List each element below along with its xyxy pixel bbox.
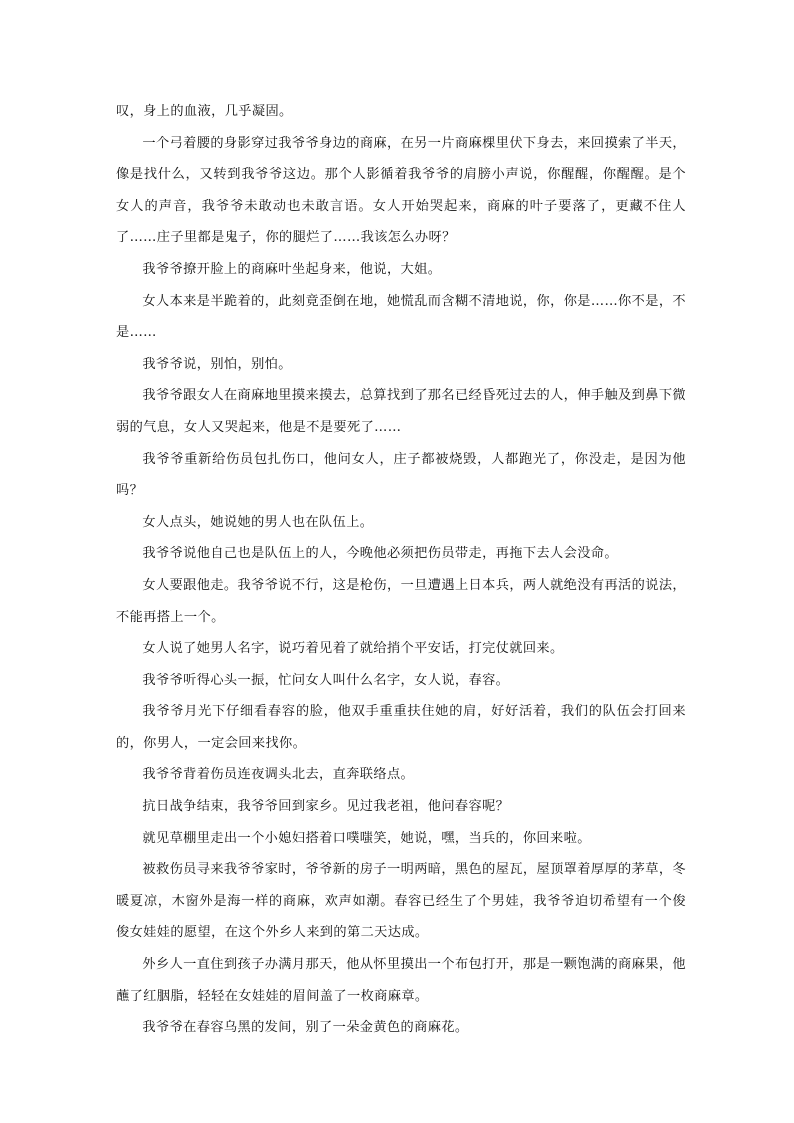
paragraph-3: 我爷爷撩开脸上的商麻叶坐起身来，他说，大姐。 <box>142 261 442 277</box>
paragraph-10: 女人要跟他走。我爷爷说不行，这是枪伤，一旦遭遇上日本兵，两人就绝没有再活的说法，不能再搭上一个。 <box>116 577 686 625</box>
paragraph-8: 女人点头，她说她的男人也在队伍上。 <box>142 514 374 530</box>
paragraph-12: 我爷爷听得心头一振，忙问女人叫什么名字，女人说，春容。 <box>142 672 510 688</box>
paragraph-17: 被救伤员寻来我爷爷家时，爷爷新的房子一明两暗，黑色的屋瓦，屋顶罩着厚厚的茅草，冬暖夏凉，木窗外是海一样的商麻，欢声如潮。春容已经生了个男娃，我爷爷迫切希望有一个俊俊女娃娃的愿望，在这个外乡人来到的第二天达成。 <box>116 862 686 941</box>
paragraph-5: 我爷爷说，别怕，别怕。 <box>142 356 292 372</box>
paragraph-11: 女人说了她男人名字，说巧着见着了就给捎个平安话，打完仗就回来。 <box>142 641 564 657</box>
paragraph-2: 一个弓着腰的身影穿过我爷爷身边的商麻，在另一片商麻棵里伏下身去，来回摸索了半天，像是找什么，又转到我爷爷这边。那个人影循着我爷爷的肩膀小声说，你醒醒，你醒醒。是个女人的声音，我爷爷未敢动也未敢言语。女人开始哭起来，商麻的叶子要落了，更藏不住人了……庄子里都是鬼子，你的腿烂了……我该怎么办呀？ <box>116 135 686 246</box>
paragraph-1: 叹，身上的血液，几乎凝固。 <box>116 104 293 119</box>
paragraph-7: 我爷爷重新给伤员包扎伤口，他问女人，庄子都被烧毁，人都跑光了，你没走，是因为他吗？ <box>116 451 686 499</box>
paragraph-6: 我爷爷跟女人在商麻地里摸来摸去，总算找到了那名已经昏死过去的人，伸手触及到鼻下微弱的气息，女人又哭起来，他是不是要死了…… <box>116 388 686 435</box>
document-page <box>116 96 686 1044</box>
paragraph-4: 女人本来是半跪着的，此刻竟歪倒在地，她慌乱而含糊不清地说，你，你是……你不是，不是…… <box>116 293 686 341</box>
paragraph-14: 我爷爷背着伤员连夜调头北去，直奔联络点。 <box>142 767 415 783</box>
paragraph-13: 我爷爷月光下仔细看春容的脸，他双手重重扶住她的肩，好好活着，我们的队伍会打回来的，你男人，一定会回来找你。 <box>116 704 686 751</box>
paragraph-19: 我爷爷在春容乌黑的发间，别了一朵金黄色的商麻花。 <box>142 1020 469 1036</box>
paragraph-15: 抗日战争结束，我爷爷回到家乡。见过我老祖，他问春容呢？ <box>142 799 510 815</box>
paragraph-16: 就见草棚里走出一个小媳妇搭着口噗嗤笑，她说，嘿，当兵的，你回来啦。 <box>142 830 591 846</box>
paragraph-18: 外乡人一直住到孩子办满月那天，他从怀里摸出一个布包打开，那是一颗饱满的商麻果，他蘸了红胭脂，轻轻在女娃娃的眉间盖了一枚商麻章。 <box>116 957 686 1004</box>
paragraph-9: 我爷爷说他自己也是队伍上的人，今晚他必须把伤员带走，再拖下去人会没命。 <box>142 546 618 562</box>
